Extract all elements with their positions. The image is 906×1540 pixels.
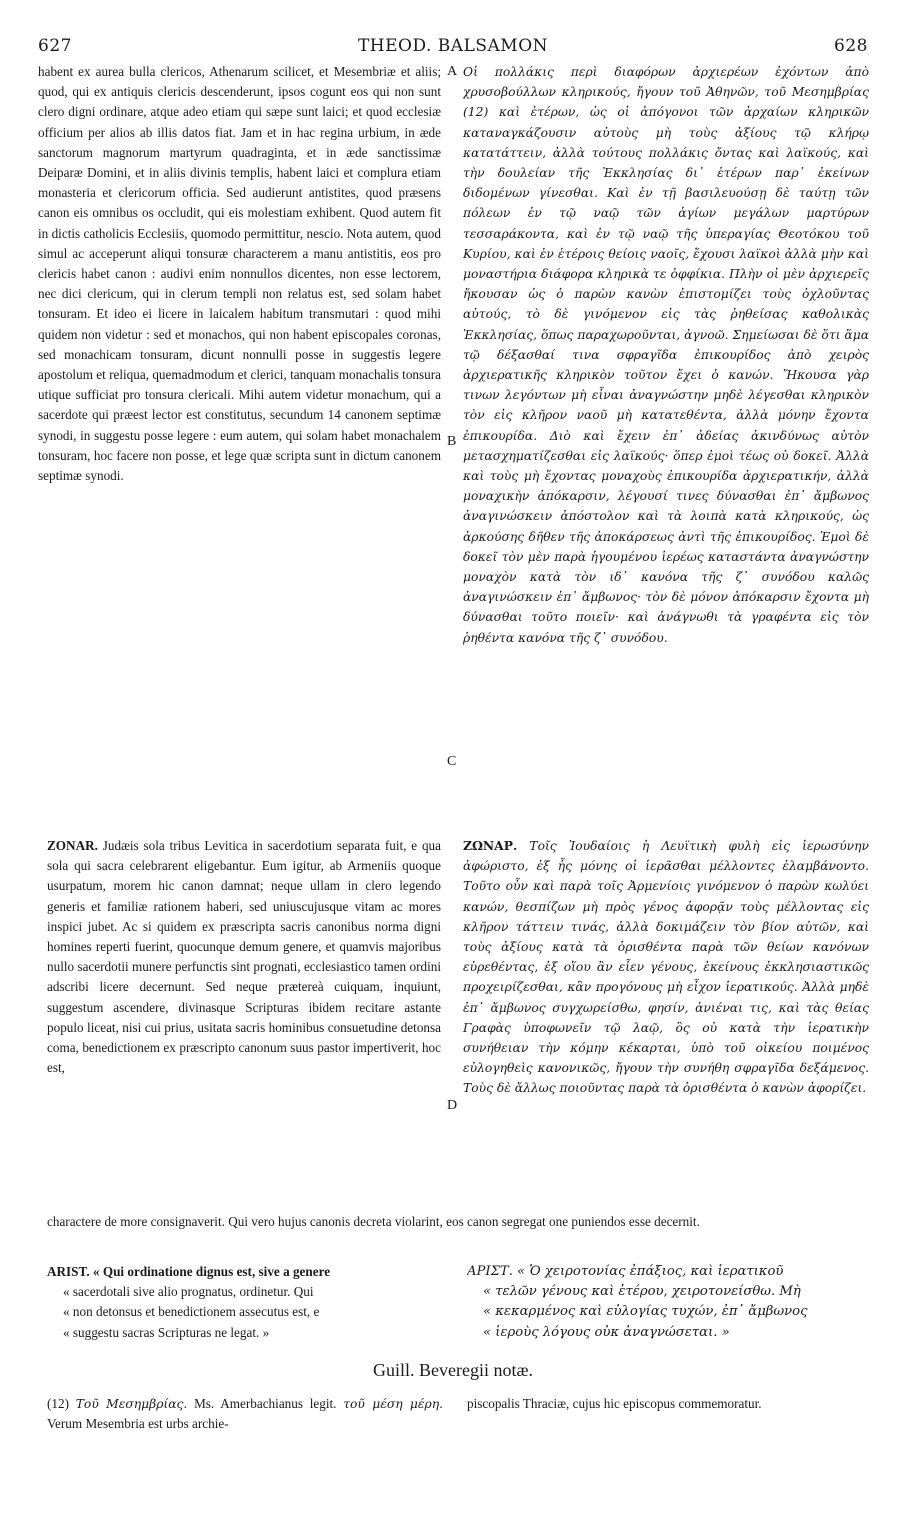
note-text: Ms. Amerbachianus legit. [194,1396,337,1411]
note-lemma: Τοῦ Μεσημβρίας. [75,1397,188,1411]
latin-main-text: habent ex aurea bulla clericos, Athenarum scilicet, et Mesembriæ et aliis; quod, qui ex antiquis clericis descenderunt, ipsos cogunt eos qui non sunt clero digni ordinare, atque adeo etiam qui sæpe sunt laici; et quod ecclesiæ officium per alios ab illis datos fiat. Jam et in hac regina urbium, in æde sanctorum magnorum martyrum quadraginta, et in æde sanctissimæ Deiparæ Domini, et in aliis divinis templis, habent laici et complura etiam monasteria et clericorum officia. Sed audierunt antistites, quod præsens canon eis omnibus os occludit, qui eis molestiam exhibent. Quod autem fit in dictis catholicis Ecclesiis, quomodo permittitur, nescio. Nota autem, quod simul ac acceperunt aliqui tonsuræ characterem a manu antistitis, eos pro clericis habet canon : audivi enim nonnullos dicentes, non esse lectorem, nec dici clericum, qui in clerum templi non relatus est, sed solam habet tonsuram. Et ideo ei licere in laicalem habitum transmutari : quod mihi quidem non videtur : sed et monachos, qui non habent episcopales coronas, sed monachicam tonsuram, dicunt nonnulli posse in suggestis legere apostolum et reliqua, quemadmodum et clerici, tanquam monachalis tonsura utique sufficiat pro tonsura clericali. Mihi autem videtur monachum, qui a sacerdote qui præest lector est constitutus, secundum 14 canonem septimæ synodi, in suggestu posse legere : eum autem, qui solam habet monachalem tonsuram, hoc facere non posse, et lege quæ scripta sunt in dictum canonem septimæ synodi. [38,64,441,484]
running-title: THEOD. BALSAMON [357,36,549,56]
margin-marker-a: A [447,64,458,79]
running-header [38,36,868,62]
note-right-text: piscopalis Thraciæ, cujus hic episcopus commemoratur. [467,1396,762,1411]
zonar-latin-text: Judæis sola tribus Levitica in sacerdotium separata fuit, e qua sola qui sacra celebrarent eligebantur. Eum igitur, ab Armeniis quoque usurpatum, morem hic canon damnat; neque ullam in clero legendo generis et familiæ rationem haberi, sed uniuscujusque vitam ac mores inspici jubet. Ac si quidem ex præscripta sacris canonibus norma digni homines reperti fuerint, quocunque demum genere, et quamvis majoribus nullo sacerdotii munere perfunctis sint prognati, ecclesiastico tamen ordini adscribi licere decernunt. Sed neque prætereà cuiquam, inquiunt, suggestum ascendere, divinasque Scripturas ibidem recitare astante populo liceat, nisi cui prius, usitata sacris hominibus consuetudine detonsa coma, benedictionem ex præscripto canonum suus pastor impertiverit, hoc est, [47,838,441,1076]
latin-column-main [38,62,441,802]
margin-marker-b: B [447,434,457,449]
note-text-continued: Verum Mesembria est urbs archie- [47,1416,229,1431]
note-right [467,1394,869,1413]
note-number: (12) [47,1396,69,1411]
arist-latin-block [47,1262,443,1343]
notes-heading: Guill. Beveregii notæ. [373,1360,533,1380]
page-number-left: 627 [38,36,72,56]
zonar-latin-siglum: ZONAR. [47,838,98,853]
arist-greek-block [467,1262,869,1343]
arist-latin-line: « suggestu sacras Scripturas ne legat. » [63,1324,270,1340]
zonar-latin-continuation: charactere de more consignaverit. Qui vero hujus canonis decreta violarint, eos canon segregat one puniendos esse decernit. [47,1214,700,1229]
arist-greek-line: « ἱεροὺς λόγους οὐκ ἀναγνώσεται. » [483,1324,730,1340]
arist-greek-line: ΑΡΙΣΤ. « Ὁ χειροτονίας ἐπάξιος, καὶ ἱερατικοῦ [467,1264,784,1279]
greek-column-main [463,62,869,822]
arist-latin-line: « sacerdotali sive alio prognatus, ordinetur. Qui [63,1284,314,1300]
note-left [47,1394,443,1433]
greek-main-text: Οἱ πολλάκις περὶ διαφόρων ἀρχιερέων ἐχόντων ἀπὸ χρυσοβούλλων κληρικούς, ἤγουν τοῦ Ἀθηνῶν, τοῦ Μεσημβρίας (12) καὶ ἑτέρων, ὡς οἱ ἀπόγονοι τῶν ἀρχαίων κληρικῶν καταναγκάζουσιν αὐτοὺς μὴ τοὺς ἀξίους τῷ κλήρῳ κατατάττειν, ἀλλὰ τούτους πολλάκις ὄντας καὶ λαϊκούς, καὶ τὴν δουλείαν τῆς Ἐκκλησίας δι᾽ ἑτέρων παρ᾽ ἐκείνων διδομένων γίνεσθαι. Καὶ ἐν τῇ βασιλευούσῃ δὲ ταύτῃ τῶν πόλεων ἐν τῷ ναῷ τῶν ἁγίων μεγάλων μαρτύρων τεσσαράκοντα, καὶ ἐν τῷ ναῷ τῆς ὑπεραγίας Θεοτόκου τοῦ Κυρίου, καὶ ἐν ἑτέροις θείοις ναοῖς, ἔχουσι λαϊκοὶ ἀλλὰ μὴν καὶ μοναστήρια διάφορα κληρικὰ τε ὀφφίκια. Πλὴν οἱ μὲν ἀρχιερεῖς ἤκουσαν ὡς ὁ παρὼν κανὼν ἐπιστομίζει τοὺς ὀχλοῦντας αὐτούς, τὸ δὲ γινόμενον εἰς τὰς ῥηθείσας καθολικὰς Ἐκκλησίας, ὅπως παραχωροῦνται, ἀγνοῶ. Σημείωσαι δὲ ὅτι ἅμα τῷ δέξασθαί τινα σφραγῖδα ἐπικουρίδος ἀπὸ χειρὸς ἀρχιερατικῆς κληρικὸν τοῦτον ἔχει ὁ κανών. Ἤκουσα γὰρ τινων λεγόντων μὴ εἶναι ἀναγνώστην μηδὲ λέγεσθαι κληρικὸν τὸν εἰς κλῆρον ναοῦ μὴ κατατεθέντα, ἀλλὰ μόνην ἔχοντα ἐπικουρίδα. Διὸ καὶ ἔχειν ἐπ᾽ ἀδείας ἀκινδύνως αὐτὸν μετασχηματίζεσθαι εἰς λαϊκούς· ὅπερ ἐμοὶ τέως οὐ δοκεῖ. Ἀλλὰ καὶ τοὺς μὴ ἔχοντας μοναχοὺς ἐπικουρίδα ἀρχιερατικήν, ἀλλὰ μοναχικὴν ἀπόκαρσιν, λέγουσί τινες δύνασθαι ἐπ᾽ ἄμβωνος ἀναγινώσκειν ἀπόστολον καὶ τὰ λοιπὰ κατὰ κληρικούς, ὡς ἀρκούσης δῆθεν τῆς ἀποκάρσεως ἀντὶ τῆς ἐπικουρίδος. Ἐμοὶ δὲ δοκεῖ τὸν μὲν παρὰ ἡγουμένου ἱερέως καταστάντα ἀναγνώστην μοναχὸν κατὰ τὸν ιδ᾽ κανόνα τῆς ζ᾽ συνόδου καλῶς ἀναγινώσκειν ἐπ᾽ ἄμβωνος· τὸν δὲ μόνον ἀπόκαρσιν ἔχοντα μὴ δύνασθαι τοῦτο ποιεῖν· καὶ ἀνάγνωθι τὰ γραφέντα εἰς τὸν ῥηθέντα κανόνα τῆς ζ᾽ συνόδου. [463,65,869,645]
arist-latin-line: ARIST. « Qui ordinatione dignus est, sive a genere [47,1264,331,1279]
page-number-right: 628 [834,36,868,56]
note-variant: τοῦ μέση μέρη. [343,1397,444,1411]
arist-greek-line: « τελῶν γένους καὶ ἑτέρου, χειροτονείσθω. Μὴ [483,1284,801,1300]
zonar-latin-column [47,836,441,1208]
zonar-greek-column [463,836,869,1208]
margin-marker-c: C [447,754,457,769]
zonar-greek-text: Τοῖς Ἰουδαίοις ἡ Λευϊτικὴ φυλὴ εἰς ἱερωσύνην ἀφώριστο, ἐξ ἧς μόνης οἱ ἱερᾶσθαι μέλλοντες ἐλαμβάνοντο. Τοῦτο οὖν καὶ παρὰ τοῖς Ἀρμενίοις γινόμενον ὁ παρὼν κωλύει κανών, θεσπίζων μὴ πρὸς γένος ἀφορᾷν τοὺς μέλλοντας εἰς κλῆρον τάττειν τινάς, ἀλλὰ δοκιμάζειν τὸν βίον αὐτῶν, καὶ τοὺς ἀξίους κατὰ τὰ ὁρισθέντα παρὰ τῶν θείων κανόνων εὑρεθέντας, ἐξ οἵου ἂν εἶεν γένους, ἐκείνους ἐκκλησιαστικῶς προχειρίζεσθαι, κἂν προγόνους μὴ εἶχον ἱερατικούς. Ἀλλὰ μηδὲ ἐπ᾽ ἄμβωνος συγχωρείσθω, φησίν, ἀνιέναι τις, καὶ τὰς θείας Γραφὰς ὑποφωνεῖν τῷ λαῷ, ὃς οὐ κατὰ τὴν ἱερατικὴν συνήθειαν τὴν κόμην κέκαρται, ὑπὸ τοῦ οἰκείου ποιμένος εὐλογηθεὶς κανονικῶς, ἤγουν τὴν συνήθη σφραγῖδα δεξάμενος. Τοὺς δὲ ἄλλως ποιοῦντας παρὰ τὰ ὁρισθέντα ὁ κανὼν ἀφορίζει. [463,839,869,1096]
arist-latin-line: « non detonsus et benedictionem assecutus est, e [63,1304,320,1320]
arist-greek-line: « κεκαρμένος καὶ εὐλογίας τυχών, ἐπ᾽ ἄμβωνος [483,1304,808,1320]
zonar-greek-siglum: ΖΩΝΑΡ. [463,838,518,853]
margin-marker-d: D [447,1098,458,1113]
